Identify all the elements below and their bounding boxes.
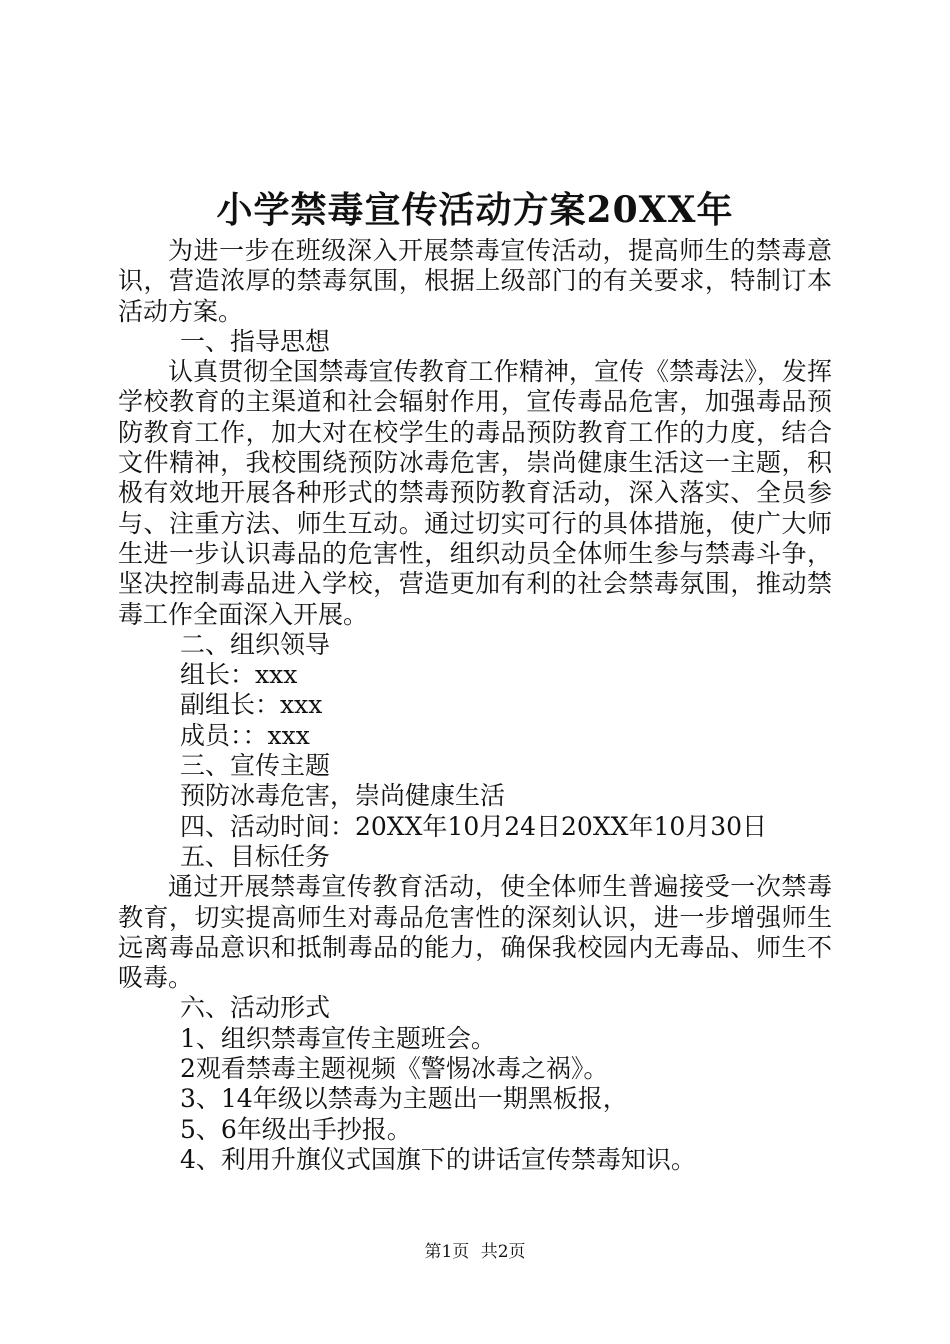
leader-line: 组长：xxx: [180, 660, 298, 690]
section-heading-activity-time: 四、活动时间：20XX年10月24日20XX年10月30日: [180, 811, 768, 841]
document-title: 小学禁毒宣传活动方案20XX年: [216, 189, 734, 231]
activity-item-5: 5、6年级出手抄报。: [180, 1114, 412, 1144]
theme-line: 预防冰毒危害，崇尚健康生活: [180, 781, 506, 811]
members-line: 成员：：xxx: [180, 720, 310, 750]
section-heading-activity-forms: 六、活动形式: [180, 993, 331, 1023]
goals-paragraph: 通过开展禁毒宣传教育活动，使全体师生普遍接受一次禁毒教育，切实提高师生对毒品危害性的深刻认识，进一步增强师生远离毒品意识和抵制毒品的能力，确保我校园内无毒品、师生不吸毒。: [118, 872, 832, 993]
activity-item-3: 3、14年级以禁毒为主题出一期黑板报，: [180, 1084, 628, 1114]
page-number-total: 共2页: [480, 1242, 526, 1262]
document-body: [118, 236, 832, 1175]
activity-item-2: 2观看禁毒主题视频《警惕冰毒之祸》。: [180, 1054, 609, 1084]
section-heading-guiding-ideology: 一、指导思想: [180, 326, 331, 356]
guiding-ideology-paragraph: 认真贯彻全国禁毒宣传教育工作精神，宣传《禁毒法》，发挥学校教育的主渠道和社会辐射作用，宣传毒品危害，加强毒品预防教育工作，加大对在校学生的毒品预防教育工作的力度，结合文件精神，我校围绕预防冰毒危害，崇尚健康生活这一主题，积极有效地开展各种形式的禁毒预防教育活动，深入落实、全员参与、注重方法、师生互动。通过切实可行的具体措施，使广大师生进一步认识毒品的危害性，组织动员全体师生参与禁毒斗争，坚决控制毒品进入学校，营造更加有利的社会禁毒氛围，推动禁毒工作全面深入开展。: [118, 357, 832, 629]
section-heading-theme: 三、宣传主题: [180, 751, 331, 781]
section-heading-goals: 五、目标任务: [180, 841, 331, 871]
activity-item-4: 4、利用升旗仪式国旗下的讲话宣传禁毒知识。: [180, 1144, 696, 1174]
intro-paragraph: 为进一步在班级深入开展禁毒宣传活动，提高师生的禁毒意识，营造浓厚的禁毒氛围，根据上级部门的有关要求，特制订本活动方案。: [118, 236, 832, 326]
activity-item-1: 1、组织禁毒宣传主题班会。: [180, 1023, 496, 1053]
page-number-current: 第1页: [424, 1242, 470, 1262]
section-heading-organization: 二、组织领导: [180, 629, 331, 659]
page-footer: [0, 1240, 950, 1264]
deputy-leader-line: 副组长：xxx: [180, 690, 323, 720]
